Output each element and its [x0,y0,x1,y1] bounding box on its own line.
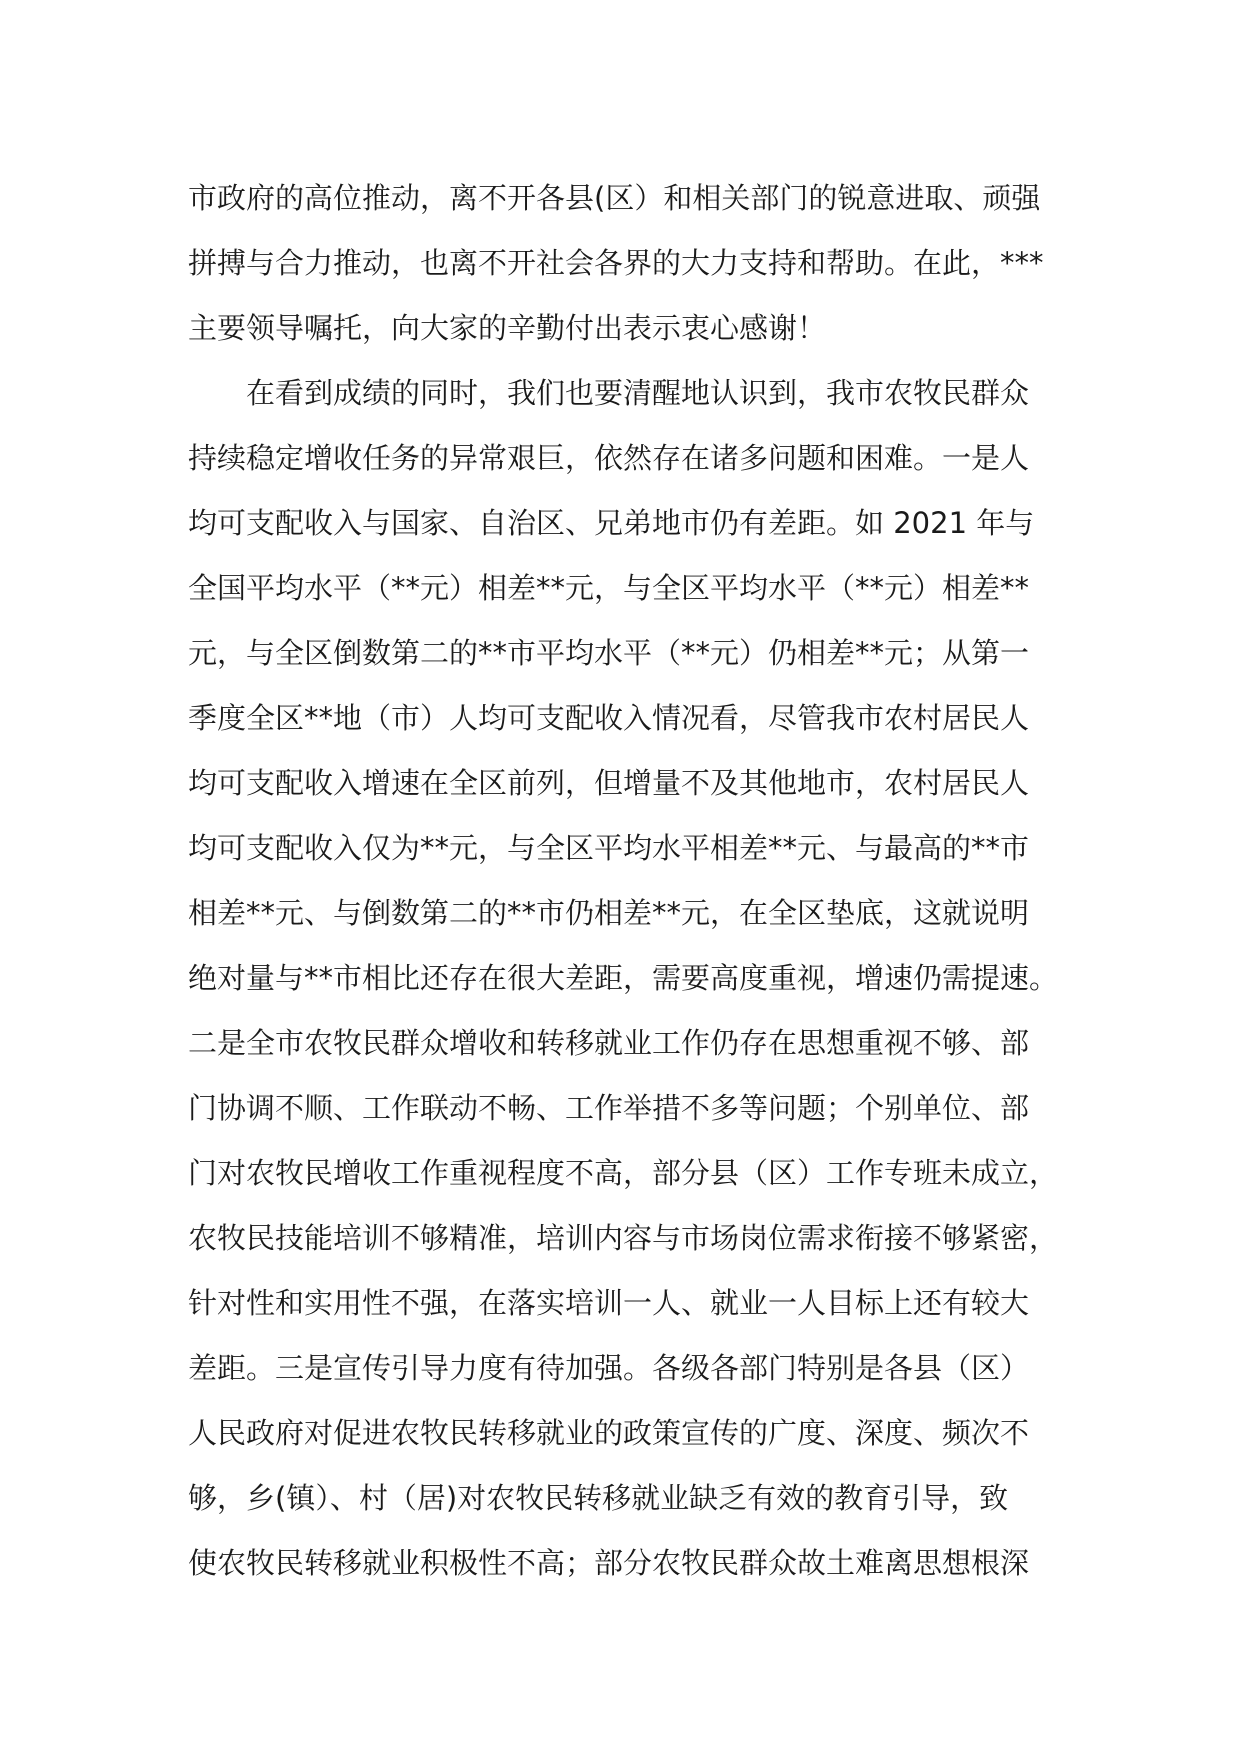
text-line: 市政府的高位推动，离不开各县(区）和相关部门的锐意进取、顽强 [188,181,1041,215]
text-line: 门协调不顺、工作联动不畅、工作举措不多等问题；个别单位、部 [188,1091,1030,1125]
text-line: 二是全市农牧民群众增收和转移就业工作仍存在思想重视不够、部 [188,1026,1030,1060]
text-line: 主要领导嘱托，向大家的辛勤付出表示衷心感谢！ [188,311,827,345]
text-line: 绝对量与**市相比还存在很大差距，需要高度重视，增速仍需提速。 [188,961,1059,995]
text-line: 季度全区**地（市）人均可支配收入情况看，尽管我市农村居民人 [188,701,1030,735]
text-line: 均可支配收入仅为**元，与全区平均水平相差**元、与最高的**市 [188,831,1030,865]
paragraph-2 [188,361,1068,1726]
text-line: 持续稳定增收任务的异常艰巨，依然存在诸多问题和困难。一是人 [188,441,1030,475]
text-line: 均可支配收入增速在全区前列，但增量不及其他地市，农村居民人 [188,766,1030,800]
text-line: 差距。三是宣传引导力度有待加强。各级各部门特别是各县（区） [188,1351,1030,1385]
text-line [188,1661,1068,1726]
text-line [188,1596,1068,1661]
text-line: 元，与全区倒数第二的**市平均水平（**元）仍相差**元；从第一 [188,636,1030,670]
document-body [188,166,1068,1726]
text-line: 针对性和实用性不强，在落实培训一人、就业一人目标上还有较大 [188,1286,1030,1320]
text-line: 全国平均水平（**元）相差**元，与全区平均水平（**元）相差** [188,571,1030,605]
text-line: 在看到成绩的同时，我们也要清醒地认识到，我市农牧民群众 [246,376,1030,410]
text-line: 相差**元、与倒数第二的**市仍相差**元，在全区垫底，这就说明 [188,896,1030,930]
paragraph-1 [188,166,1068,361]
text-line: 均可支配收入与国家、自治区、兄弟地市仍有差距。如 2021 年与 [188,506,1035,540]
text-line: 使农牧民转移就业积极性不高；部分农牧民群众故土难离思想根深 [188,1546,1030,1580]
text-line: 拼搏与合力推动，也离不开社会各界的大力支持和帮助。在此，*** [188,246,1044,280]
text-line: 人民政府对促进农牧民转移就业的政策宣传的广度、深度、频次不 [188,1416,1030,1450]
text-line: 够，乡(镇）、村（居)对农牧民转移就业缺乏有效的教育引导，致 [188,1481,1009,1515]
text-line: 门对农牧民增收工作重视程度不高，部分县（区）工作专班未成立， [188,1156,1059,1190]
text-line: 农牧民技能培训不够精准，培训内容与市场岗位需求衔接不够紧密， [188,1221,1059,1255]
